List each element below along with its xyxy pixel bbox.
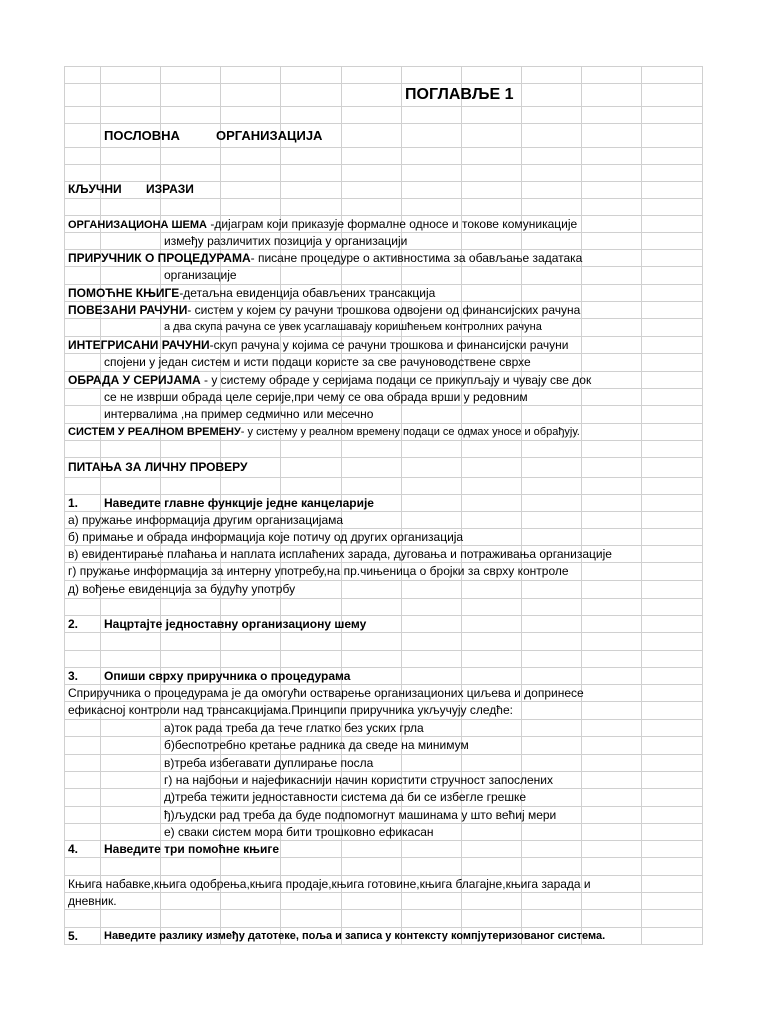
- principle-item: е) сваки систем мора бити трошковно ефикасан: [164, 825, 434, 839]
- section-heading: ПИТАЊА ЗА ЛИЧНУ ПРОВЕРУ: [68, 460, 248, 474]
- term-name: ОБРАДА У СЕРИЈАМА: [68, 373, 201, 387]
- term-definition: - писане процедуре о активностима за обављање задатака: [250, 251, 583, 265]
- term-definition: - у систему обраде у серијама подаци се прикупљају и чувају све док: [200, 373, 592, 387]
- question-number: 1.: [68, 496, 79, 510]
- term-name: ОРГАНИЗАЦИОНА ШЕМА: [68, 219, 208, 231]
- term-continuation: спојени у један систем и исти подаци користе за све рачуноводствене сврхе: [104, 355, 531, 369]
- answer-text: дневник.: [68, 894, 117, 908]
- answer-row: [64, 529, 703, 546]
- answer-text: в) евидентирање плаћања и наплата исплаћених зарада, дуговања и потраживања организације: [68, 547, 612, 561]
- principle-row: [64, 789, 703, 806]
- term-row: [64, 337, 703, 354]
- subtitle-right: ОРГАНИЗАЦИЈА: [216, 128, 323, 143]
- principle-row: [64, 755, 703, 772]
- term-continuation: интервалима ,на пример седмично или месечно: [104, 407, 374, 421]
- term-row: [64, 302, 703, 319]
- question-text: Опиши сврху приручника о процедурама: [104, 669, 351, 683]
- term-line: [68, 285, 435, 302]
- term-name: СИСТЕМ У РЕАЛНОМ ВРЕМЕНУ: [68, 426, 241, 438]
- term-continuation: организације: [164, 268, 237, 282]
- key-terms-label-a: КЉУЧНИ: [68, 182, 122, 196]
- subtitle-row: [64, 124, 703, 147]
- term-row: [64, 424, 703, 441]
- principle-row: [64, 772, 703, 789]
- principle-item: б)беспотребно кретање радника да сведе на минимум: [164, 738, 469, 752]
- answer-row: [64, 563, 703, 580]
- term-name: ПОМОЋНЕ КЊИГЕ: [68, 286, 180, 300]
- principle-item: г) на најбоњи и најефикаснији начин користити стручност запослених: [164, 773, 554, 787]
- principle-row: [64, 824, 703, 841]
- principle-row: [64, 720, 703, 737]
- grid-line: [64, 198, 703, 199]
- answer-text: ефикасној контроли над трансакцијама.Принципи приручника укључују следће:: [68, 703, 513, 717]
- term-continuation: се не изврши обрада целе серије,при чему се ова обрада врши у редовним: [104, 390, 528, 404]
- term-definition: -скуп рачуна у којима се рачуни трошкова и финансијски рачуни: [209, 338, 569, 352]
- term-definition: -дијаграм који приказује формалне односе и токове комуникације: [207, 217, 578, 231]
- grid-line: [64, 650, 703, 651]
- term-row: [64, 216, 703, 233]
- answer-row: [64, 702, 703, 719]
- term-continuation: између различитих позиција у организацији: [164, 234, 408, 248]
- term-continuation-row: [64, 319, 703, 336]
- question-number: 2.: [68, 617, 79, 631]
- answer-text: а) пружање информација другим организацијама: [68, 513, 344, 527]
- principle-item: а)ток рада треба да тече глатко без уских грла: [164, 721, 424, 735]
- answer-text: б) примање и обрада информација које потичу од других организација: [68, 530, 464, 544]
- grid-line: [64, 66, 703, 67]
- spreadsheet: [64, 66, 703, 945]
- grid-line: [64, 164, 703, 165]
- answer-text: Књига набавке,књига одобрења,књига продаје,књига готовине,књига благајне,књига зарада и: [68, 877, 591, 891]
- subtitle-left: ПОСЛОВНА: [104, 128, 180, 143]
- term-continuation: а два скупа рачуна се увек усаглашавају коришћењем контролних рачуна: [164, 321, 542, 333]
- question-row: [64, 668, 703, 685]
- grid-line: [64, 598, 703, 599]
- term-row: [64, 250, 703, 267]
- term-row: [64, 285, 703, 302]
- key-terms-label-b: ИЗРАЗИ: [146, 182, 194, 196]
- question-number: 3.: [68, 669, 79, 683]
- question-row: [64, 928, 703, 945]
- self-check-row: [64, 458, 703, 477]
- grid-line: [64, 147, 703, 148]
- term-continuation-row: [64, 233, 703, 250]
- term-name: ПОВЕЗАНИ РАЧУНИ: [68, 303, 188, 317]
- term-continuation-row: [64, 406, 703, 423]
- question-text: Наведите главне функције једне канцеларије: [104, 496, 374, 510]
- answer-text: г) пружање информација за интерну употребу,на пр.чињеница о бројки за сврху контроле: [68, 564, 569, 578]
- principle-row: [64, 807, 703, 824]
- question-number: 4.: [68, 842, 79, 856]
- grid-line: [64, 106, 703, 107]
- grid-line: [64, 477, 703, 478]
- term-definition: - систем у којем су рачуни трошкова одвојени од финансијских рачуна: [187, 303, 581, 317]
- question-row: [64, 495, 703, 512]
- principle-item: ђ)људски рад треба да буде подпомогнут машинама у што већиј мери: [164, 808, 557, 822]
- principle-item: в)треба избегавати дуплирање посла: [164, 756, 374, 770]
- term-continuation-row: [64, 267, 703, 284]
- answer-row: [64, 546, 703, 563]
- question-row: [64, 616, 703, 633]
- term-line: [68, 337, 568, 354]
- answer-row: [64, 893, 703, 910]
- term-line: [68, 216, 577, 234]
- term-continuation-row: [64, 389, 703, 406]
- question-number: 5.: [68, 929, 79, 943]
- answer-row: [64, 685, 703, 702]
- principle-item: д)треба тежити једноставности система да би се избегле грешке: [164, 790, 527, 804]
- term-line: [68, 302, 580, 319]
- page-title: ПОГЛАВЉЕ 1: [405, 86, 514, 103]
- answer-row: [64, 512, 703, 529]
- term-name: ИНТЕГРИСАНИ РАЧУНИ: [68, 338, 210, 352]
- term-definition: - у систему у реалном времену подаци се одмах уносе и обрађују.: [240, 426, 580, 438]
- question-text: Наведите три помоћне књиге: [104, 842, 280, 856]
- answer-text: Сприручника о процедурама је да омогући остварење организационих циљева и допринесе: [68, 686, 584, 700]
- term-row: [64, 372, 703, 389]
- term-line: [68, 424, 580, 441]
- answer-text: д) вођење евиденција за будућу употрбу: [68, 582, 296, 596]
- question-row: [64, 841, 703, 858]
- answer-row: [64, 581, 703, 598]
- term-line: [68, 372, 591, 389]
- term-line: [68, 250, 582, 267]
- question-text: Нацртајте једноставну организациону шему: [104, 617, 367, 631]
- key-terms-row: [64, 181, 703, 198]
- term-definition: -детаљна евиденција обављених трансакција: [179, 286, 436, 300]
- title-row: [64, 84, 703, 106]
- answer-row: [64, 876, 703, 893]
- term-continuation-row: [64, 354, 703, 371]
- question-text: Наведите разлику између датотеке, поља и записа у контексту компјутеризованог система.: [104, 930, 606, 942]
- term-name: ПРИРУЧНИК О ПРОЦЕДУРАМА: [68, 251, 251, 265]
- principle-row: [64, 737, 703, 754]
